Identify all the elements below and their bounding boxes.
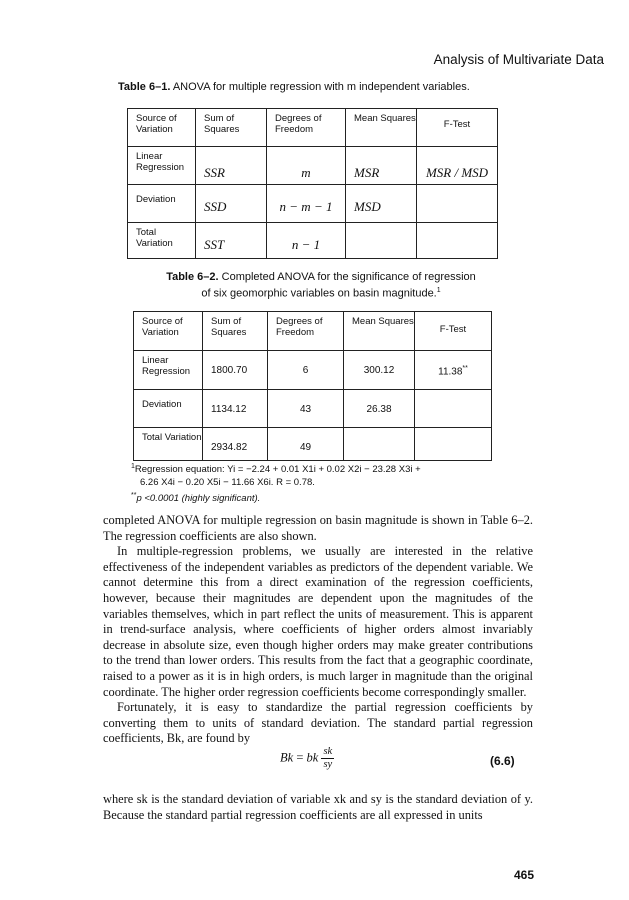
table2-caption-line1: Completed ANOVA for the significance of regression xyxy=(221,271,476,283)
table2-f-mark: ** xyxy=(462,365,468,372)
table2-label: Table 6–2. xyxy=(166,271,219,283)
table1-header: Degrees of Freedom xyxy=(267,109,346,147)
table1-header: Mean Squares xyxy=(346,109,417,147)
table1-source: Linear Regression xyxy=(128,147,196,185)
body-paragraph-4: where sk is the standard deviation of variable xk and sy is the standard deviation of y. Because the standard partial regression coefficients are all expressed in units xyxy=(103,792,533,822)
body-paragraph-3: Fortunately, it is easy to standardize the partial regression coefficients by converting them to units of standard deviation. The standard partial regression coefficients, Bk, are found by xyxy=(103,700,533,746)
table1-header: F-Test xyxy=(417,109,498,147)
table1-source: Deviation xyxy=(128,185,196,223)
table1-ss: SSR xyxy=(204,165,225,180)
table2-source: Total Variation xyxy=(134,428,203,461)
table1-header: Source of Variation xyxy=(128,109,196,147)
table2-header-row xyxy=(134,312,492,351)
table2-header: Sum of Squares xyxy=(203,312,268,351)
table2-f xyxy=(415,390,492,428)
table1-ss: SST xyxy=(204,237,225,252)
equation-lhs: Bk xyxy=(280,750,294,765)
table1-label: Table 6–1. xyxy=(118,81,171,93)
table1-df: n − 1 xyxy=(291,237,321,252)
body-paragraph-1: completed ANOVA for multiple regression on basin magnitude is shown in Table 6–2. The regression coefficients are also shown. xyxy=(103,513,533,543)
table2-ss: 1134.12 xyxy=(203,390,268,428)
table2-ms: 26.38 xyxy=(344,390,415,428)
table2-caption xyxy=(146,270,496,301)
body-text xyxy=(103,513,533,747)
table2-note1-line2: 6.26 X4i − 0.20 X5i − 11.66 X6i. R = 0.78. xyxy=(140,477,315,489)
table2-source: Linear Regression xyxy=(134,351,203,390)
table-row xyxy=(134,428,492,461)
table2-df: 49 xyxy=(268,428,344,461)
table-row xyxy=(134,351,492,390)
table2-df: 6 xyxy=(268,351,344,390)
table1-source: Total Variation xyxy=(128,223,196,259)
equation-rhs: bk xyxy=(306,750,319,765)
table2-header: Degrees of Freedom xyxy=(268,312,344,351)
table2 xyxy=(133,311,492,461)
equation-denominator: sy xyxy=(323,759,333,770)
table2-ss: 1800.70 xyxy=(203,351,268,390)
table2-note2-mark: ** xyxy=(131,492,137,500)
table2-ms: 300.12 xyxy=(344,351,415,390)
table2-df: 43 xyxy=(268,390,344,428)
table2-f: 11.38 xyxy=(438,366,463,378)
table1-caption-text: ANOVA for multiple regression with m independent variables. xyxy=(172,81,470,93)
running-head: Analysis of Multivariate Data xyxy=(433,52,604,67)
table1-header-row xyxy=(128,109,498,147)
table2-note2: p <0.0001 (highly significant). xyxy=(136,493,261,505)
equation-6-6: Bk = bk $\frac{sk}{sy}$ xyxy=(280,746,333,770)
page-number: 465 xyxy=(513,868,534,882)
body-paragraph-2: In multiple-regression problems, we usually are interested in the relative effectiveness of the independent variables as predictors of the dependent variable. We cannot determine this from a direct examination of the regression coefficients, however, because their magnitudes are dependent upon the magnitudes of the variables themselves, which in part reflect the units of measurement. This is apparent in trend-surface analysis, where coefficients of higher orders almost invariably decrease in absolute size, even though higher orders may make greater contributions to the trend than lower orders. This results from the fact that a geographic coordinate, raised to a power as it is in high orders, is much larger in magnitude than the original coordinate. The higher order regression coefficients become correspondingly smaller. xyxy=(103,544,533,699)
body-text-continued xyxy=(103,792,533,823)
table2-header: Mean Squares xyxy=(344,312,415,351)
table2-caption-line2: of six geomorphic variables on basin magnitude. xyxy=(201,287,437,300)
table2-ss: 2934.82 xyxy=(203,428,268,461)
table2-note1-mark: 1 xyxy=(131,463,135,470)
table-row xyxy=(134,390,492,428)
equation-number: (6.6) xyxy=(490,754,515,768)
table2-caption-ref: 1 xyxy=(436,287,441,294)
table1-f: MSR / MSD xyxy=(425,165,489,180)
equation-numerator: sk xyxy=(323,746,333,757)
table1-ms: MSR xyxy=(354,165,380,180)
table2-source: Deviation xyxy=(134,390,203,428)
table2-f xyxy=(415,428,492,461)
table1-caption xyxy=(118,80,470,94)
table-row xyxy=(128,185,498,223)
table1-ss: SSD xyxy=(204,199,227,214)
table1-header: Sum of Squares xyxy=(196,109,267,147)
table1-df: m xyxy=(301,165,311,180)
table1-ms: MSD xyxy=(354,199,381,214)
table2-note1-line1: Regression equation: Yi = −2.24 + 0.01 X1i + 0.02 X2i − 23.28 X3i + xyxy=(134,464,421,476)
table1 xyxy=(127,108,498,259)
table1-df: n − m − 1 xyxy=(279,199,333,214)
table2-header: F-Test xyxy=(415,312,492,351)
table-row xyxy=(128,147,498,185)
table-row xyxy=(128,223,498,259)
table2-notes xyxy=(131,460,421,505)
table2-header: Source of Variation xyxy=(134,312,203,351)
table2-ms xyxy=(344,428,415,461)
